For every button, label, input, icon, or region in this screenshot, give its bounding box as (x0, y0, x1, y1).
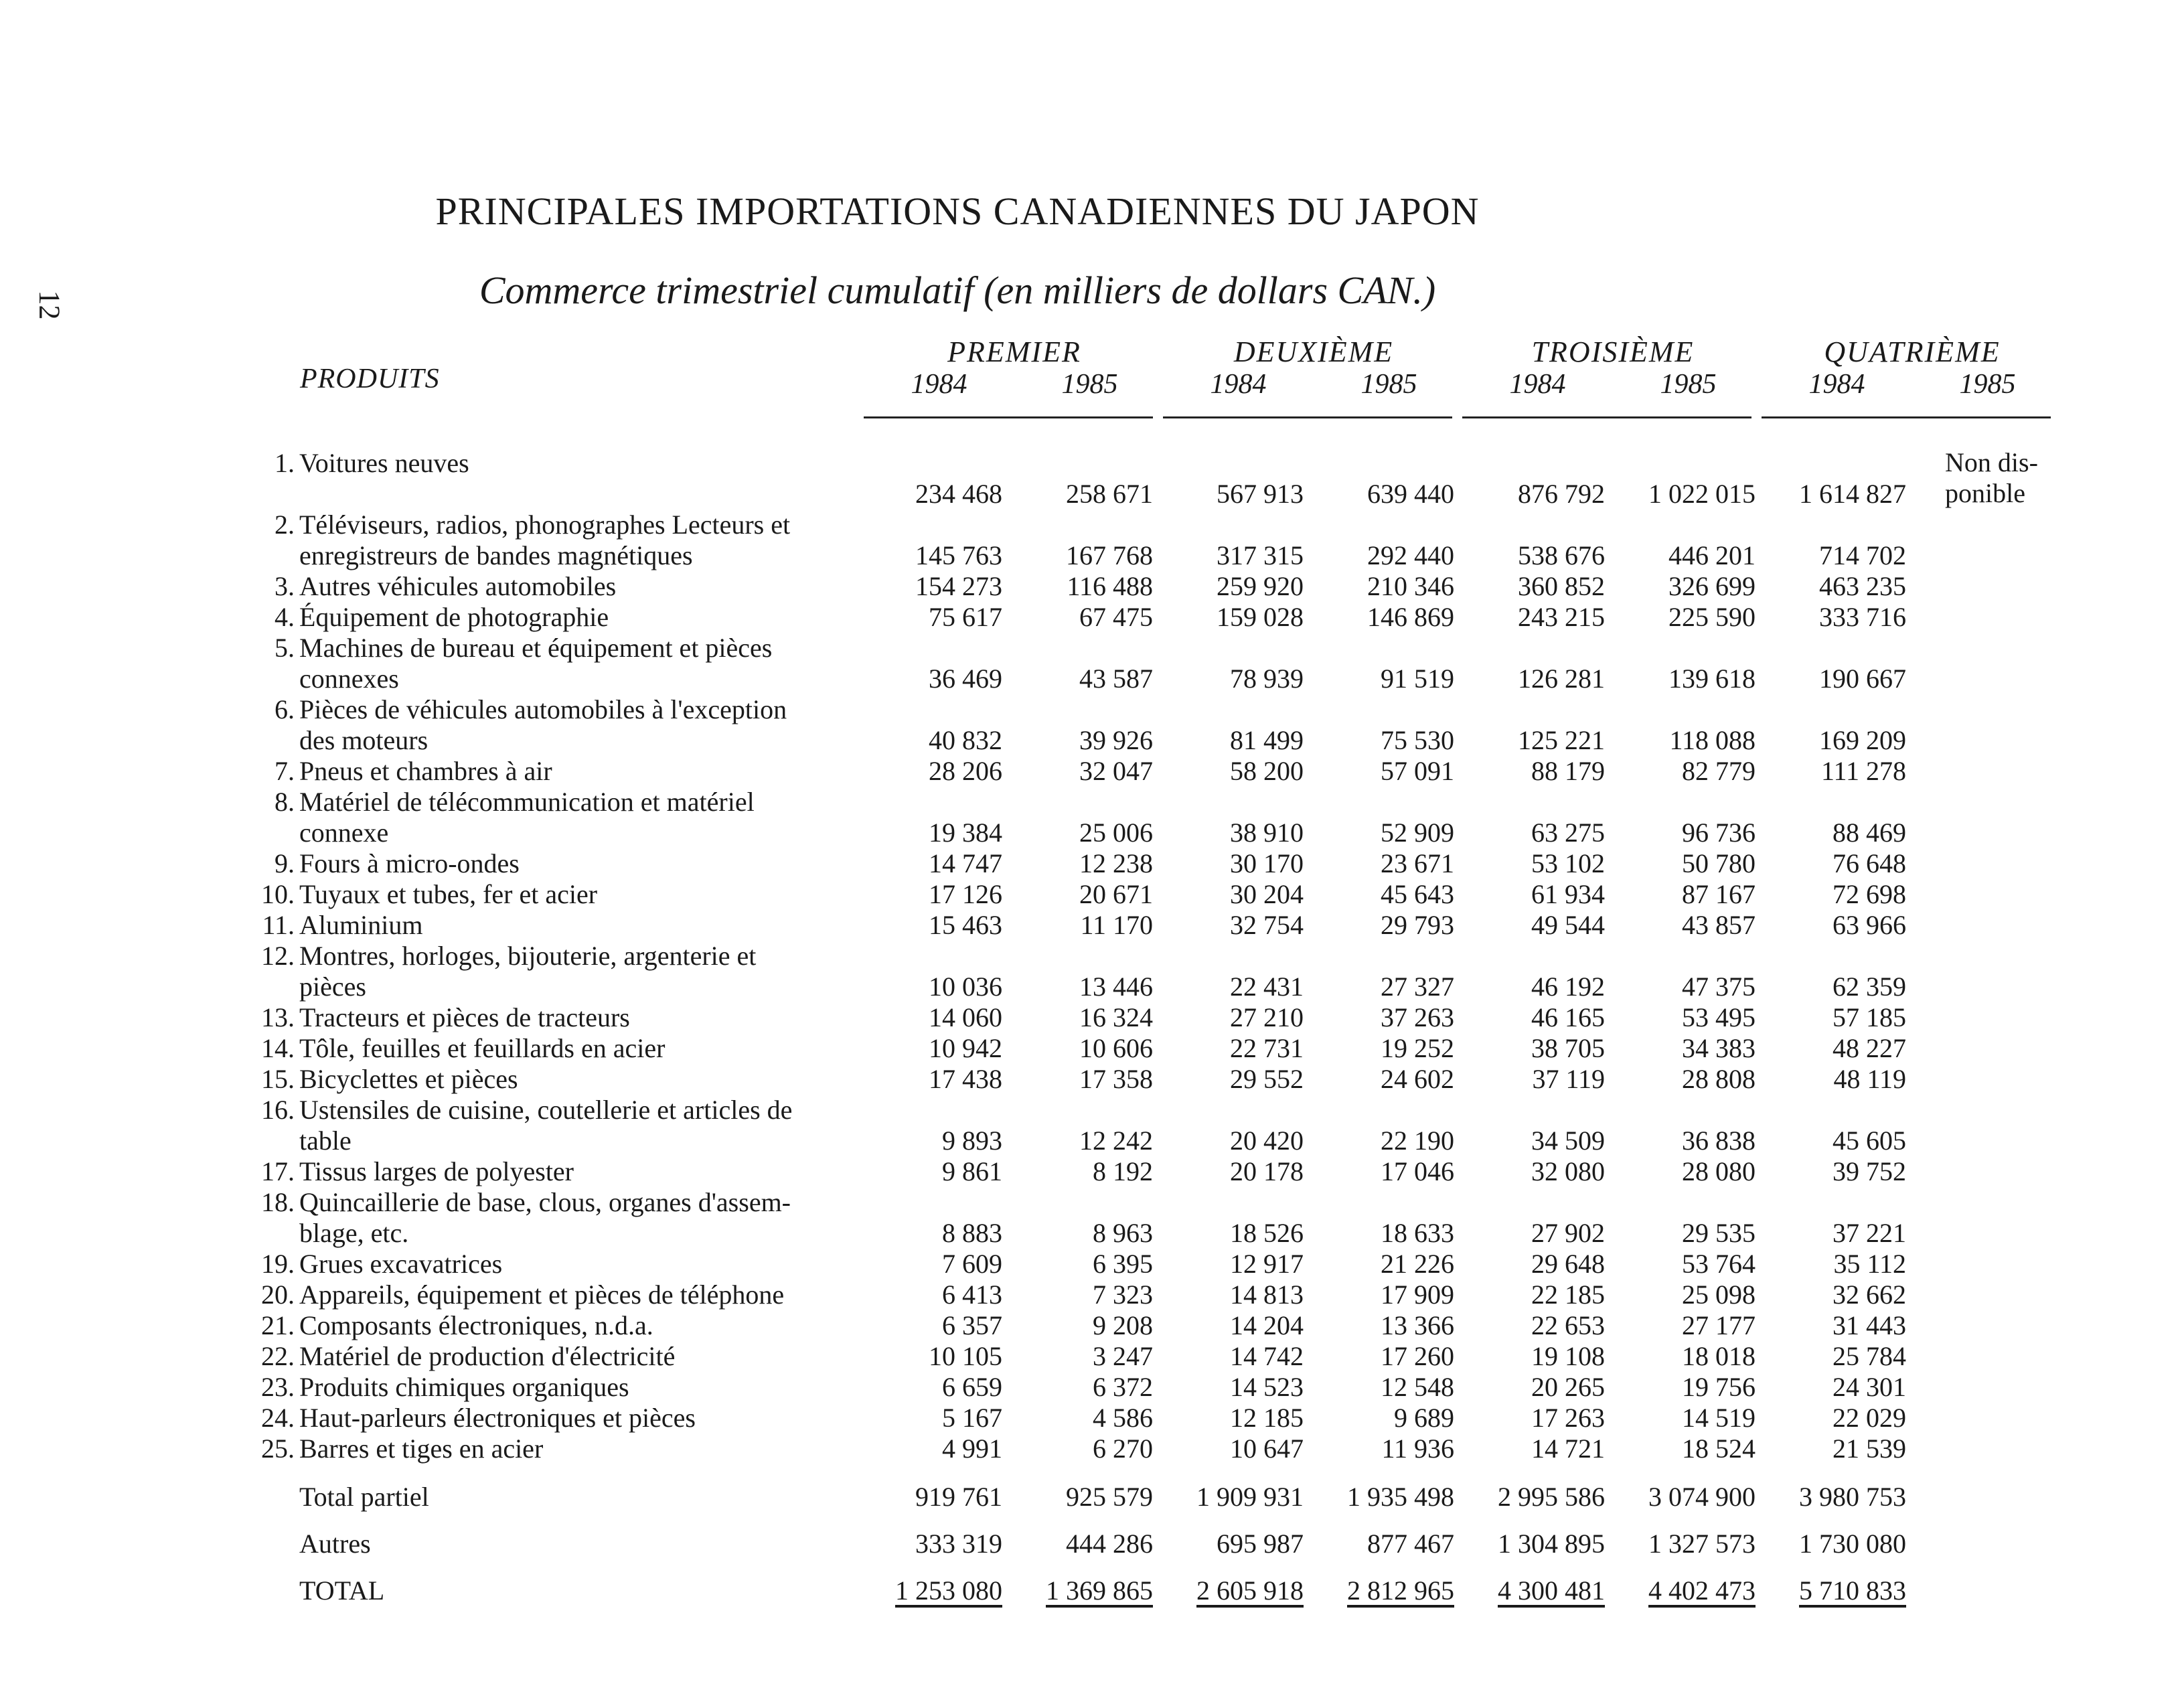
not-available-line: ponible (1945, 478, 2025, 508)
table-cell: 88 179 (1531, 756, 1605, 786)
table-cell: 21 539 (1833, 1433, 1906, 1464)
table-cell: 876 792 (1518, 479, 1605, 509)
year-label: 1985 (1959, 369, 2016, 400)
table-cell: 259 920 (1217, 571, 1304, 601)
table-cell: 6 270 (1093, 1433, 1153, 1464)
table-cell: 20 265 (1531, 1372, 1605, 1402)
table-cell: 9 689 (1394, 1403, 1454, 1433)
table-cell: 167 768 (1066, 540, 1153, 570)
table-cell: 1 909 931 (1196, 1482, 1304, 1512)
table-cell: 22 029 (1833, 1403, 1906, 1433)
table-cell: 8 192 (1093, 1156, 1153, 1186)
product-label: Tuyaux et tubes, fer et acier (299, 879, 598, 909)
table-cell: 29 648 (1531, 1249, 1605, 1279)
table-cell: 10 647 (1230, 1433, 1304, 1464)
table-cell: 154 273 (915, 571, 1002, 601)
table-cell: 14 747 (929, 848, 1002, 878)
quarter-label: QUATRIÈME (1824, 335, 2001, 368)
table-cell: 35 112 (1833, 1249, 1906, 1279)
table-cell: 2 995 586 (1498, 1482, 1605, 1512)
table-cell: 210 346 (1367, 571, 1454, 601)
table-cell: 11 936 (1381, 1433, 1454, 1464)
table-cell: 1 253 080 (895, 1575, 1002, 1606)
product-label: connexe (299, 818, 389, 848)
product-label: Appareils, équipement et pièces de téléphone (299, 1279, 785, 1310)
table-cell: 46 165 (1531, 1002, 1605, 1032)
table-cell: 24 301 (1833, 1372, 1906, 1402)
product-label: Tôle, feuilles et feuillards en acier (299, 1033, 666, 1063)
product-label: enregistreurs de bandes magnétiques (299, 540, 693, 570)
row-number: 4. (275, 602, 295, 632)
product-label: Équipement de photographie (299, 602, 609, 632)
row-number: 24. (261, 1403, 295, 1433)
row-number: 6. (275, 694, 295, 724)
table-cell: 22 190 (1381, 1125, 1454, 1156)
table-cell: 4 402 473 (1648, 1575, 1756, 1606)
table-cell: 28 808 (1682, 1064, 1756, 1094)
table-cell: 17 126 (929, 879, 1002, 909)
table-cell: 45 643 (1381, 879, 1454, 909)
table-cell: 10 606 (1079, 1033, 1153, 1063)
table-cell: 360 852 (1518, 571, 1605, 601)
table-cell: 22 731 (1230, 1033, 1304, 1063)
table-cell: 32 047 (1079, 756, 1153, 786)
table-cell: 126 281 (1518, 664, 1605, 694)
product-label: Pièces de véhicules automobiles à l'exception (299, 694, 787, 724)
table-cell: 25 006 (1079, 818, 1153, 848)
product-label: table (299, 1125, 352, 1156)
year-label: 1985 (1061, 369, 1118, 400)
table-cell: 28 080 (1682, 1156, 1756, 1186)
table-cell: 29 793 (1381, 910, 1454, 940)
row-number: 11. (262, 910, 295, 940)
table-cell: 22 653 (1531, 1310, 1605, 1340)
table-cell: 258 671 (1066, 479, 1153, 509)
table-cell: 14 204 (1230, 1310, 1304, 1340)
table-cell: 27 177 (1682, 1310, 1756, 1340)
product-label: Bicyclettes et pièces (299, 1064, 518, 1094)
page-number: 12 (33, 290, 66, 320)
table-cell: 17 260 (1381, 1341, 1454, 1371)
product-label: pièces (299, 972, 366, 1002)
row-number: 19. (261, 1249, 295, 1279)
table-cell: 3 074 900 (1648, 1482, 1756, 1512)
table-cell: 7 609 (942, 1249, 1002, 1279)
quarter-label: TROISIÈME (1531, 335, 1695, 368)
table-cell: 20 420 (1230, 1125, 1304, 1156)
table-cell: 538 676 (1518, 540, 1605, 570)
table-cell: 695 987 (1217, 1529, 1304, 1559)
table-cell: 53 495 (1682, 1002, 1756, 1032)
table-cell: 6 395 (1093, 1249, 1153, 1279)
table-cell: 34 383 (1682, 1033, 1756, 1063)
table-cell: 91 519 (1381, 664, 1454, 694)
table-cell: 190 667 (1819, 664, 1906, 694)
table-cell: 1 614 827 (1799, 479, 1906, 509)
table-cell: 225 590 (1668, 602, 1756, 632)
table-cell: 23 671 (1381, 848, 1454, 878)
table-cell: 333 716 (1819, 602, 1906, 632)
summary-label: TOTAL (299, 1575, 385, 1606)
table-cell: 52 909 (1381, 818, 1454, 848)
product-label: Aluminium (299, 910, 423, 940)
table-cell: 96 736 (1682, 818, 1756, 848)
table-cell: 30 204 (1230, 879, 1304, 909)
row-number: 23. (261, 1372, 295, 1402)
table-cell: 243 215 (1518, 602, 1605, 632)
table-cell: 43 587 (1079, 664, 1153, 694)
table-cell: 12 917 (1230, 1249, 1304, 1279)
table-cell: 63 275 (1531, 818, 1605, 848)
table-cell: 463 235 (1819, 571, 1906, 601)
product-label: Grues excavatrices (299, 1249, 503, 1279)
table-cell: 81 499 (1230, 725, 1304, 755)
row-number: 20. (261, 1279, 295, 1310)
table-cell: 1 730 080 (1799, 1529, 1906, 1559)
table-cell: 13 446 (1079, 972, 1153, 1002)
table-cell: 446 201 (1668, 540, 1756, 570)
table-cell: 292 440 (1367, 540, 1454, 570)
table-cell: 567 913 (1217, 479, 1304, 509)
row-number: 12. (261, 941, 295, 971)
row-number: 2. (275, 510, 295, 540)
table-cell: 14 721 (1531, 1433, 1605, 1464)
table-cell: 40 832 (929, 725, 1002, 755)
table-cell: 34 509 (1531, 1125, 1605, 1156)
table-cell: 37 119 (1532, 1064, 1605, 1094)
table-cell: 18 526 (1230, 1218, 1304, 1248)
product-label: blage, etc. (299, 1218, 409, 1248)
table-cell: 20 178 (1230, 1156, 1304, 1186)
row-number: 9. (275, 848, 295, 878)
table-cell: 88 469 (1833, 818, 1906, 848)
table-cell: 333 319 (915, 1529, 1002, 1559)
table-cell: 234 468 (915, 479, 1002, 509)
product-label: Quincaillerie de base, clous, organes d'assem- (299, 1187, 791, 1217)
quarter-rule (1462, 416, 1751, 418)
table-cell: 4 586 (1093, 1403, 1153, 1433)
table-cell: 12 185 (1230, 1403, 1304, 1433)
table-cell: 37 263 (1381, 1002, 1454, 1032)
row-number: 15. (261, 1064, 295, 1094)
year-label: 1984 (911, 369, 967, 400)
table-cell: 10 036 (929, 972, 1002, 1002)
table-cell: 7 323 (1093, 1279, 1153, 1310)
table-cell: 61 934 (1531, 879, 1605, 909)
product-label: Montres, horloges, bijouterie, argenterie et (299, 941, 757, 971)
table-cell: 919 761 (915, 1482, 1002, 1512)
table-cell: 20 671 (1079, 879, 1153, 909)
row-number: 16. (261, 1095, 295, 1125)
table-cell: 6 357 (942, 1310, 1002, 1340)
table-cell: 146 869 (1367, 602, 1454, 632)
page-title: PRINCIPALES IMPORTATIONS CANADIENNES DU JAPON (435, 189, 1480, 233)
table-cell: 3 247 (1093, 1341, 1153, 1371)
row-number: 14. (261, 1033, 295, 1063)
table-cell: 11 170 (1080, 910, 1153, 940)
table-cell: 78 939 (1230, 664, 1304, 694)
table-cell: 72 698 (1833, 879, 1906, 909)
table-cell: 53 102 (1531, 848, 1605, 878)
table-cell: 4 300 481 (1498, 1575, 1605, 1606)
table-cell: 5 167 (942, 1403, 1002, 1433)
table-cell: 57 185 (1833, 1002, 1906, 1032)
table-cell: 18 018 (1682, 1341, 1756, 1371)
table-cell: 39 752 (1833, 1156, 1906, 1186)
table-cell: 9 208 (1093, 1310, 1153, 1340)
row-number: 7. (275, 756, 295, 786)
table-cell: 38 910 (1230, 818, 1304, 848)
table-cell: 2 812 965 (1347, 1575, 1454, 1606)
quarter-rule (864, 416, 1153, 418)
table-cell: 21 226 (1381, 1249, 1454, 1279)
table-cell: 31 443 (1833, 1310, 1906, 1340)
table-cell: 1 022 015 (1648, 479, 1756, 509)
table-cell: 925 579 (1066, 1482, 1153, 1512)
table-cell: 1 935 498 (1347, 1482, 1454, 1512)
table-cell: 4 991 (942, 1433, 1002, 1464)
table-cell: 17 263 (1531, 1403, 1605, 1433)
table-cell: 36 838 (1682, 1125, 1756, 1156)
table-cell: 17 046 (1381, 1156, 1454, 1186)
table-cell: 63 966 (1833, 910, 1906, 940)
table-cell: 125 221 (1518, 725, 1605, 755)
table-cell: 3 980 753 (1799, 1482, 1906, 1512)
table-cell: 75 617 (929, 602, 1002, 632)
product-label: Tracteurs et pièces de tracteurs (299, 1002, 630, 1032)
table-cell: 36 469 (929, 664, 1002, 694)
row-number: 1. (275, 448, 295, 478)
table-cell: 12 548 (1381, 1372, 1454, 1402)
row-number: 18. (261, 1187, 295, 1217)
table-cell: 639 440 (1367, 479, 1454, 509)
table-cell: 27 210 (1230, 1002, 1304, 1032)
table-cell: 45 605 (1833, 1125, 1906, 1156)
quarter-label: PREMIER (947, 335, 1081, 368)
quarter-label: DEUXIÈME (1233, 335, 1394, 368)
year-label: 1985 (1360, 369, 1417, 400)
table-cell: 6 372 (1093, 1372, 1153, 1402)
table-cell: 17 358 (1079, 1064, 1153, 1094)
table-cell: 32 662 (1833, 1279, 1906, 1310)
row-number: 21. (261, 1310, 295, 1340)
product-label: Produits chimiques organiques (299, 1372, 629, 1402)
product-label: Fours à micro-ondes (299, 848, 520, 878)
table-cell: 111 278 (1820, 756, 1906, 786)
table-cell: 28 206 (929, 756, 1002, 786)
quarter-rule (1163, 416, 1452, 418)
table-cell: 24 602 (1381, 1064, 1454, 1094)
table-cell: 8 963 (1093, 1218, 1153, 1248)
table-cell: 6 413 (942, 1279, 1002, 1310)
product-label: connexes (299, 664, 399, 694)
product-label: Autres véhicules automobiles (299, 571, 617, 601)
table-cell: 67 475 (1079, 602, 1153, 632)
product-label: Ustensiles de cuisine, coutellerie et articles de (299, 1095, 793, 1125)
product-label: Tissus larges de polyester (299, 1156, 574, 1186)
year-label: 1985 (1660, 369, 1717, 400)
summary-label: Total partiel (299, 1482, 429, 1512)
row-number: 13. (261, 1002, 295, 1032)
table-cell: 22 431 (1230, 972, 1304, 1002)
table-cell: 14 813 (1230, 1279, 1304, 1310)
table-cell: 27 902 (1531, 1218, 1605, 1248)
table-cell: 444 286 (1066, 1529, 1153, 1559)
row-number: 10. (261, 879, 295, 909)
table-cell: 18 633 (1381, 1218, 1454, 1248)
year-label: 1984 (1210, 369, 1267, 400)
table-cell: 46 192 (1531, 972, 1605, 1002)
table-cell: 9 893 (942, 1125, 1002, 1156)
table-cell: 18 524 (1682, 1433, 1756, 1464)
product-label: Matériel de production d'électricité (299, 1341, 676, 1371)
table-cell: 30 170 (1230, 848, 1304, 878)
table-cell: 8 883 (942, 1218, 1002, 1248)
table-cell: 10 105 (929, 1341, 1002, 1371)
table-cell: 48 119 (1833, 1064, 1906, 1094)
row-number: 22. (261, 1341, 295, 1371)
page-subtitle: Commerce trimestriel cumulatif (en milliers de dollars CAN.) (479, 268, 1436, 312)
table-cell: 27 327 (1381, 972, 1454, 1002)
table-cell: 139 618 (1668, 664, 1756, 694)
table-cell: 10 942 (929, 1033, 1002, 1063)
product-label: Composants électroniques, n.d.a. (299, 1310, 653, 1340)
table-cell: 12 238 (1079, 848, 1153, 878)
table-cell: 13 366 (1381, 1310, 1454, 1340)
table-cell: 29 552 (1230, 1064, 1304, 1094)
table-cell: 25 784 (1833, 1341, 1906, 1371)
table-cell: 714 702 (1819, 540, 1906, 570)
year-label: 1984 (1808, 369, 1865, 400)
table-cell: 22 185 (1531, 1279, 1605, 1310)
table-cell: 169 209 (1819, 725, 1906, 755)
table-cell: 14 519 (1682, 1403, 1756, 1433)
table-cell: 14 523 (1230, 1372, 1304, 1402)
table-cell: 76 648 (1833, 848, 1906, 878)
table-cell: 14 742 (1230, 1341, 1304, 1371)
row-number: 17. (261, 1156, 295, 1186)
table-cell: 16 324 (1079, 1002, 1153, 1032)
table-cell: 19 384 (929, 818, 1002, 848)
table-cell: 19 756 (1682, 1372, 1756, 1402)
not-available-note (1945, 447, 2038, 509)
table-cell: 82 779 (1682, 756, 1756, 786)
summary-label: Autres (299, 1529, 371, 1559)
table-cell: 6 659 (942, 1372, 1002, 1402)
product-label: Téléviseurs, radios, phonographes Lecteurs et (299, 510, 791, 540)
table-cell: 145 763 (915, 540, 1002, 570)
table-cell: 87 167 (1682, 879, 1756, 909)
table-cell: 1 369 865 (1046, 1575, 1153, 1606)
table-cell: 9 861 (942, 1156, 1002, 1186)
table-cell: 53 764 (1682, 1249, 1756, 1279)
table-cell: 57 091 (1381, 756, 1454, 786)
products-column-header: PRODUITS (300, 364, 440, 394)
row-number: 8. (275, 787, 295, 817)
product-label: Barres et tiges en acier (299, 1433, 544, 1464)
table-cell: 159 028 (1217, 602, 1304, 632)
product-label: Matériel de télécommunication et matériel (299, 787, 755, 817)
table-cell: 12 242 (1079, 1125, 1153, 1156)
table-cell: 317 315 (1217, 540, 1304, 570)
table-cell: 48 227 (1833, 1033, 1906, 1063)
table-cell: 19 108 (1531, 1341, 1605, 1371)
product-label: Pneus et chambres à air (299, 756, 552, 786)
row-number: 5. (275, 633, 295, 663)
table-cell: 116 488 (1067, 571, 1153, 601)
product-label: Voitures neuves (299, 448, 469, 478)
table-cell: 877 467 (1367, 1529, 1454, 1559)
table-cell: 38 705 (1531, 1033, 1605, 1063)
table-cell: 2 605 918 (1196, 1575, 1304, 1606)
table-cell: 47 375 (1682, 972, 1756, 1002)
table-cell: 75 530 (1381, 725, 1454, 755)
row-number: 25. (261, 1433, 295, 1464)
table-cell: 19 252 (1381, 1033, 1454, 1063)
table-cell: 37 221 (1833, 1218, 1906, 1248)
table-cell: 58 200 (1230, 756, 1304, 786)
table-cell: 1 327 573 (1648, 1529, 1756, 1559)
table-cell: 49 544 (1531, 910, 1605, 940)
table-cell: 17 909 (1381, 1279, 1454, 1310)
product-label: Machines de bureau et équipement et pièces (299, 633, 773, 663)
table-cell: 39 926 (1079, 725, 1153, 755)
row-number: 3. (275, 571, 295, 601)
table-cell: 43 857 (1682, 910, 1756, 940)
table-cell: 118 088 (1669, 725, 1756, 755)
table-cell: 62 359 (1833, 972, 1906, 1002)
table-cell: 25 098 (1682, 1279, 1756, 1310)
table-cell: 5 710 833 (1799, 1575, 1906, 1606)
product-label: Haut-parleurs électroniques et pièces (299, 1403, 696, 1433)
table-cell: 1 304 895 (1498, 1529, 1605, 1559)
year-label: 1984 (1509, 369, 1566, 400)
table-cell: 50 780 (1682, 848, 1756, 878)
quarter-rule (1762, 416, 2051, 418)
table-cell: 326 699 (1668, 571, 1756, 601)
table-cell: 15 463 (929, 910, 1002, 940)
table-cell: 32 080 (1531, 1156, 1605, 1186)
table-cell: 14 060 (929, 1002, 1002, 1032)
table-cell: 29 535 (1682, 1218, 1756, 1248)
not-available-line: Non dis- (1945, 447, 2038, 477)
table-cell: 17 438 (929, 1064, 1002, 1094)
table-cell: 32 754 (1230, 910, 1304, 940)
product-label: des moteurs (299, 725, 428, 755)
